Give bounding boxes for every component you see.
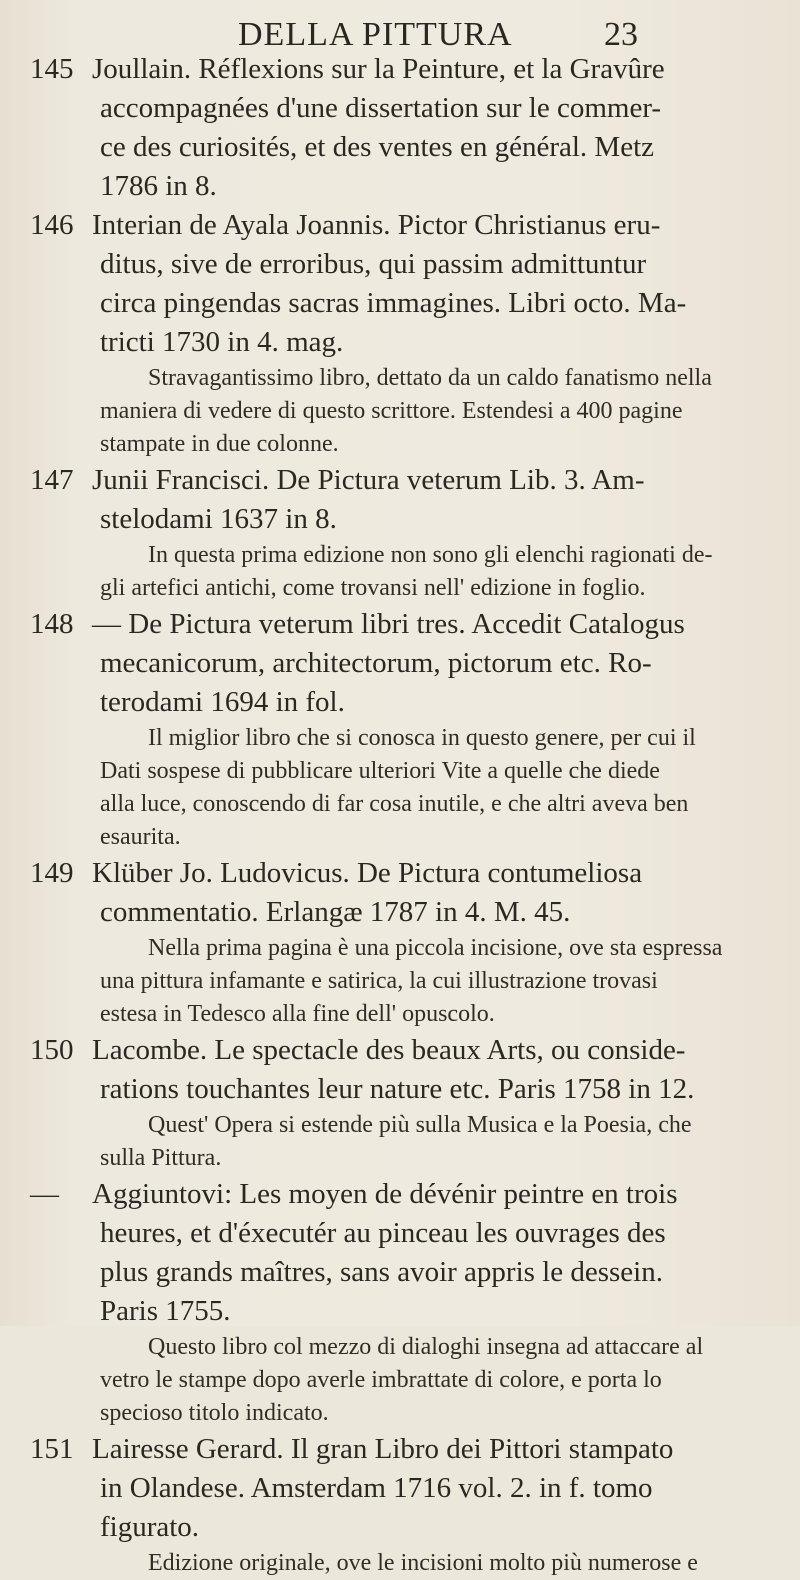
entry-line: ditus, sive de erroribus, qui passim admittuntur [100,248,647,280]
entry-line: Paris 1755. [100,1295,231,1327]
entry-151 [0,1430,800,1580]
entry-line [0,461,800,500]
entry-number: 146 [30,209,74,241]
entry-line: commentatio. Erlangæ 1787 in 4. M. 45. [100,896,571,928]
entry-note-line: estesa in Tedesco alla fine dell' opuscolo. [100,1001,495,1027]
entry-note-line: esaurita. [100,824,181,850]
entry-note-line: Dati sospese di pubblicare ulteriori Vite a quelle che diede [100,758,660,784]
entry-number: 150 [30,1034,74,1066]
entry-number: 151 [30,1433,74,1465]
entry-150-supplement [0,1175,800,1430]
entry-line: circa pingendas sacras immagines. Libri octo. Ma- [100,287,687,319]
entry-line: accompagnées d'une dissertation sur le commer- [100,92,662,124]
entry-note-line: sulla Pittura. [100,1145,222,1171]
entry-line [0,1175,800,1214]
bibliography-body [0,50,800,1580]
entry-line: plus grands maîtres, sans avoir appris le dessein. [100,1256,663,1288]
entry-text: — De Pictura veterum libri tres. Accedit Catalogus [92,608,685,640]
page-number: 23 [604,16,638,53]
entry-line: stelodami 1637 in 8. [100,503,337,535]
entry-dash: — [30,1178,59,1210]
entry-147 [0,461,800,605]
entry-line [0,854,800,893]
entry-146 [0,206,800,461]
entry-line: heures, et d'éxecutér au pinceau les ouvrages des [100,1217,666,1249]
entry-note-line: Questo libro col mezzo di dialoghi insegna ad attaccare al [148,1334,704,1360]
entry-text: Junii Francisci. De Pictura veterum Lib. 3. Am- [92,464,645,496]
entry-number: 148 [30,608,74,640]
entry-line: in Olandese. Amsterdam 1716 vol. 2. in f. tomo [100,1472,653,1504]
entry-note-line: Il miglior libro che si conosca in questo genere, per cui il [148,725,696,751]
entry-text: Aggiuntovi: Les moyen de dévénir peintre en trois [92,1178,678,1210]
entry-number: 147 [30,464,74,496]
entry-note-line: vetro le stampe dopo averle imbrattate di colore, e porta lo [100,1367,662,1393]
entry-line: 1786 in 8. [100,170,217,202]
entry-line [0,1031,800,1070]
entry-text: Klüber Jo. Ludovicus. De Pictura contumeliosa [92,857,643,889]
entry-note-line: alla luce, conoscendo di far cosa inutile, e che altri aveva ben [100,791,689,817]
entry-note-line: Nella prima pagina è una piccola incisione, ove sta espressa [148,935,723,961]
entry-line: ce des curiosités, et des ventes en général. Metz [100,131,655,163]
entry-note-line: una pittura infamante e satirica, la cui illustrazione trovasi [100,968,658,994]
entry-145 [0,50,800,206]
entry-line [0,206,800,245]
entry-line: figurato. [100,1511,200,1543]
entry-note-line: Edizione originale, ove le incisioni molto più numerose e [148,1550,698,1576]
entry-line: terodami 1694 in fol. [100,686,345,718]
entry-149 [0,854,800,1031]
entry-note-line: gli artefici antichi, come trovansi nell' edizione in foglio. [100,575,646,601]
entry-148 [0,605,800,854]
entry-150 [0,1031,800,1175]
entry-text: Lairesse Gerard. Il gran Libro dei Pittori stampato [92,1433,674,1465]
entry-note-line: In questa prima edizione non sono gli elenchi ragionati de- [148,542,713,568]
entry-number: 145 [30,53,74,85]
entry-note-line: maniera di vedere di questo scrittore. Estendesi a 400 pagine [100,398,683,424]
entry-line: rations touchantes leur nature etc. Paris 1758 in 12. [100,1073,695,1105]
entry-number: 149 [30,857,74,889]
entry-line [0,50,800,89]
entry-note-line: stampate in due colonne. [100,431,339,457]
entry-note-line: specioso titolo indicato. [100,1400,329,1426]
entry-line: tricti 1730 in 4. mag. [100,326,344,358]
entry-text: Interian de Ayala Joannis. Pictor Christianus eru- [92,209,661,241]
entry-line [0,605,800,644]
entry-note-line: Quest' Opera si estende più sulla Musica e la Poesia, che [148,1112,692,1138]
running-title: DELLA PITTURA [238,16,513,53]
entry-text: Lacombe. Le spectacle des beaux Arts, ou conside- [92,1034,686,1066]
entry-line: mecanicorum, architectorum, pictorum etc. Ro- [100,647,652,679]
entry-text: Joullain. Réflexions sur la Peinture, et la Gravûre [92,53,665,85]
entry-note-line: Stravagantissimo libro, dettato da un caldo fanatismo nella [148,365,712,391]
entry-line [0,1430,800,1469]
